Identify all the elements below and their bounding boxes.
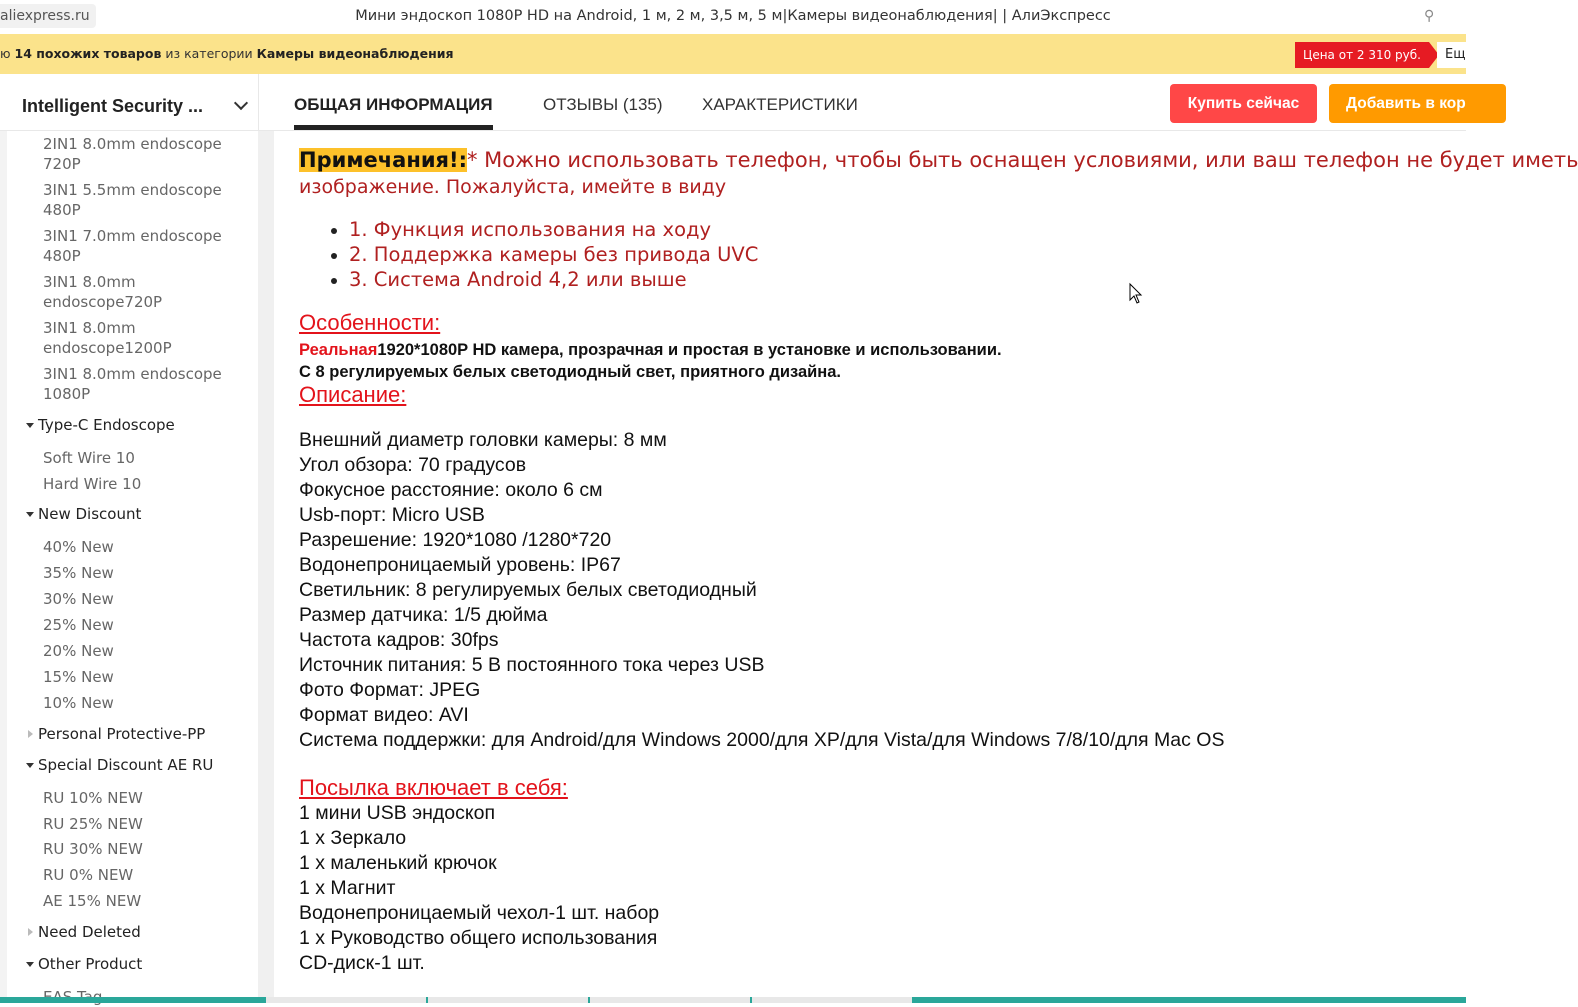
- sidebar-category-other-product[interactable]: Other Product: [38, 955, 143, 973]
- sidebar-item[interactable]: 10% New: [43, 694, 114, 712]
- bullet: [331, 253, 337, 259]
- feature-line-1: [299, 340, 1002, 360]
- notes-list-item: 3. Система Android 4,2 или выше: [349, 268, 687, 291]
- sidebar-item[interactable]: RU 0% NEW: [43, 866, 134, 884]
- buy-now-button[interactable]: Купить сейчас: [1170, 84, 1317, 123]
- header-divider: [258, 74, 259, 130]
- feature-text: 1920*1080P HD камера, прозрачная и простая в установке и использовании.: [377, 341, 1002, 359]
- spec-line: Фото Формат: JPEG: [299, 679, 481, 701]
- sidebar-item[interactable]: 3IN1 5.5mm endoscope 480P: [43, 181, 222, 219]
- chevron-down-icon[interactable]: [234, 96, 248, 110]
- sidebar-item[interactable]: 25% New: [43, 616, 114, 634]
- package-line: 1 x маленький крючок: [299, 852, 497, 874]
- notes-line-1: [299, 145, 1578, 175]
- tab-specifications[interactable]: ХАРАКТЕРИСТИКИ: [702, 95, 858, 114]
- sidebar-category-new-discount[interactable]: New Discount: [38, 505, 142, 523]
- banner-text[interactable]: [0, 34, 454, 74]
- price-badge[interactable]: Цена от 2 310 руб.: [1295, 42, 1429, 68]
- similar-products-banner: [0, 34, 1466, 74]
- add-to-cart-button[interactable]: Добавить в кор: [1329, 84, 1506, 123]
- sidebar-scrollbar[interactable]: [258, 131, 274, 1003]
- spec-line: Водонепроницаемый уровень: IP67: [299, 554, 621, 576]
- banner-category: Камеры видеонаблюдения: [256, 46, 454, 61]
- spec-line: Формат видео: AVI: [299, 704, 469, 726]
- feature-line-2: С 8 регулируемых белых светодиодный свет, приятного дизайна.: [299, 363, 842, 381]
- spec-line: Система поддержки: для Android/для Windows 2000/для XP/для Vista/для Windows 7/8/10/для Mac OS: [299, 729, 1225, 751]
- spec-line: Фокусное расстояние: около 6 см: [299, 479, 603, 501]
- spec-line: Светильник: 8 регулируемых белых светодиодный: [299, 579, 757, 601]
- sidebar-category-personal-protective[interactable]: Personal Protective-PP: [38, 725, 206, 743]
- caret-down-icon[interactable]: [26, 423, 34, 428]
- sidebar-item[interactable]: 2IN1 8.0mm endoscope 720P: [43, 135, 222, 173]
- feature-highlight: Реальная: [299, 341, 378, 359]
- caret-down-icon[interactable]: [26, 512, 34, 517]
- spec-line: Частота кадров: 30fps: [299, 629, 499, 651]
- package-line: 1 x Руководство общего использования: [299, 927, 658, 949]
- spec-line: Usb-порт: Micro USB: [299, 504, 485, 526]
- sidebar-item[interactable]: 3IN1 8.0mm endoscope 1080P: [43, 365, 222, 403]
- search-icon[interactable]: ⚲: [1424, 8, 1435, 24]
- page-title: Мини эндоскоп 1080P HD на Android, 1 м, 2 м, 3,5 м, 5 м|Камеры видеонаблюдения| | АлиЭкспресс: [355, 8, 1111, 24]
- description-heading: Описание:: [299, 382, 407, 407]
- mouse-cursor-icon: [1129, 283, 1143, 305]
- spec-line: Угол обзора: 70 градусов: [299, 454, 527, 476]
- package-line: 1 x Зеркало: [299, 827, 407, 849]
- sidebar-item[interactable]: 3IN1 8.0mm endoscope1200P: [43, 319, 172, 357]
- tab-reviews[interactable]: ОТЗЫВЫ (135): [543, 95, 663, 114]
- sidebar-item[interactable]: 3IN1 8.0mm endoscope720P: [43, 273, 163, 311]
- banner-prefix: ю: [0, 46, 15, 61]
- caret-right-icon[interactable]: [28, 730, 33, 738]
- sidebar-item[interactable]: 30% New: [43, 590, 114, 608]
- product-description: [274, 131, 1578, 1003]
- address-bar[interactable]: aliexpress.ru: [0, 4, 96, 28]
- taskbar-strip: [0, 997, 1466, 1003]
- sidebar-category-need-deleted[interactable]: Need Deleted: [38, 923, 141, 941]
- banner-count: 14 похожих товаров: [14, 46, 162, 61]
- notes-label: Примечания!:: [299, 148, 467, 172]
- tab-general-info[interactable]: ОБЩАЯ ИНФОРМАЦИЯ: [294, 74, 493, 130]
- package-line: 1 мини USB эндоскоп: [299, 802, 495, 824]
- sidebar-category-type-c[interactable]: Type-C Endoscope: [38, 416, 175, 434]
- sidebar-item[interactable]: RU 25% NEW: [43, 815, 143, 833]
- package-heading: Посылка включает в себя:: [299, 775, 568, 800]
- sidebar-category-special-discount[interactable]: Special Discount AE RU: [38, 756, 214, 774]
- product-header: [0, 74, 1466, 131]
- caret-down-icon[interactable]: [26, 763, 34, 768]
- store-name[interactable]: Intelligent Security ...: [22, 96, 204, 116]
- sidebar-item[interactable]: 20% New: [43, 642, 114, 660]
- more-link[interactable]: Ещ: [1437, 42, 1485, 68]
- sidebar-item[interactable]: RU 10% NEW: [43, 789, 143, 807]
- spec-line: Источник питания: 5 В постоянного тока через USB: [299, 654, 765, 676]
- store-category-sidebar: [0, 131, 258, 1003]
- spec-line: Размер датчика: 1/5 дюйма: [299, 604, 548, 626]
- banner-middle: из категории: [161, 46, 257, 61]
- sidebar-item[interactable]: 40% New: [43, 538, 114, 556]
- sidebar-edge: [0, 131, 7, 1003]
- spec-line: Внешний диаметр головки камеры: 8 мм: [299, 429, 667, 451]
- notes-list-item: 2. Поддержка камеры без привода UVC: [349, 243, 759, 266]
- sidebar-item[interactable]: 15% New: [43, 668, 114, 686]
- notes-text: * Можно использовать телефон, чтобы быть оснащен условиями, или ваш телефон не будет иметь: [467, 148, 1578, 172]
- sidebar-item[interactable]: AE 15% NEW: [43, 892, 142, 910]
- bullet: [331, 228, 337, 234]
- browser-titlebar: [0, 0, 1466, 34]
- sidebar-item[interactable]: RU 30% NEW: [43, 840, 143, 858]
- sidebar-item[interactable]: 35% New: [43, 564, 114, 582]
- sidebar-item[interactable]: Hard Wire 10: [43, 475, 142, 493]
- sidebar-item[interactable]: Soft Wire 10: [43, 449, 135, 467]
- notes-list-item: 1. Функция использования на ходу: [349, 218, 712, 241]
- caret-down-icon[interactable]: [26, 962, 34, 967]
- package-line: Водонепроницаемый чехол-1 шт. набор: [299, 902, 660, 924]
- features-heading: Особенности:: [299, 310, 441, 335]
- spec-line: Разрешение: 1920*1080 /1280*720: [299, 529, 612, 551]
- caret-right-icon[interactable]: [28, 928, 33, 936]
- package-line: CD-диск-1 шт.: [299, 952, 425, 974]
- notes-line-2: изображение. Пожалуйста, имейте в виду: [299, 176, 727, 198]
- package-line: 1 x Магнит: [299, 877, 396, 899]
- bullet: [331, 278, 337, 284]
- sidebar-item[interactable]: 3IN1 7.0mm endoscope 480P: [43, 227, 222, 265]
